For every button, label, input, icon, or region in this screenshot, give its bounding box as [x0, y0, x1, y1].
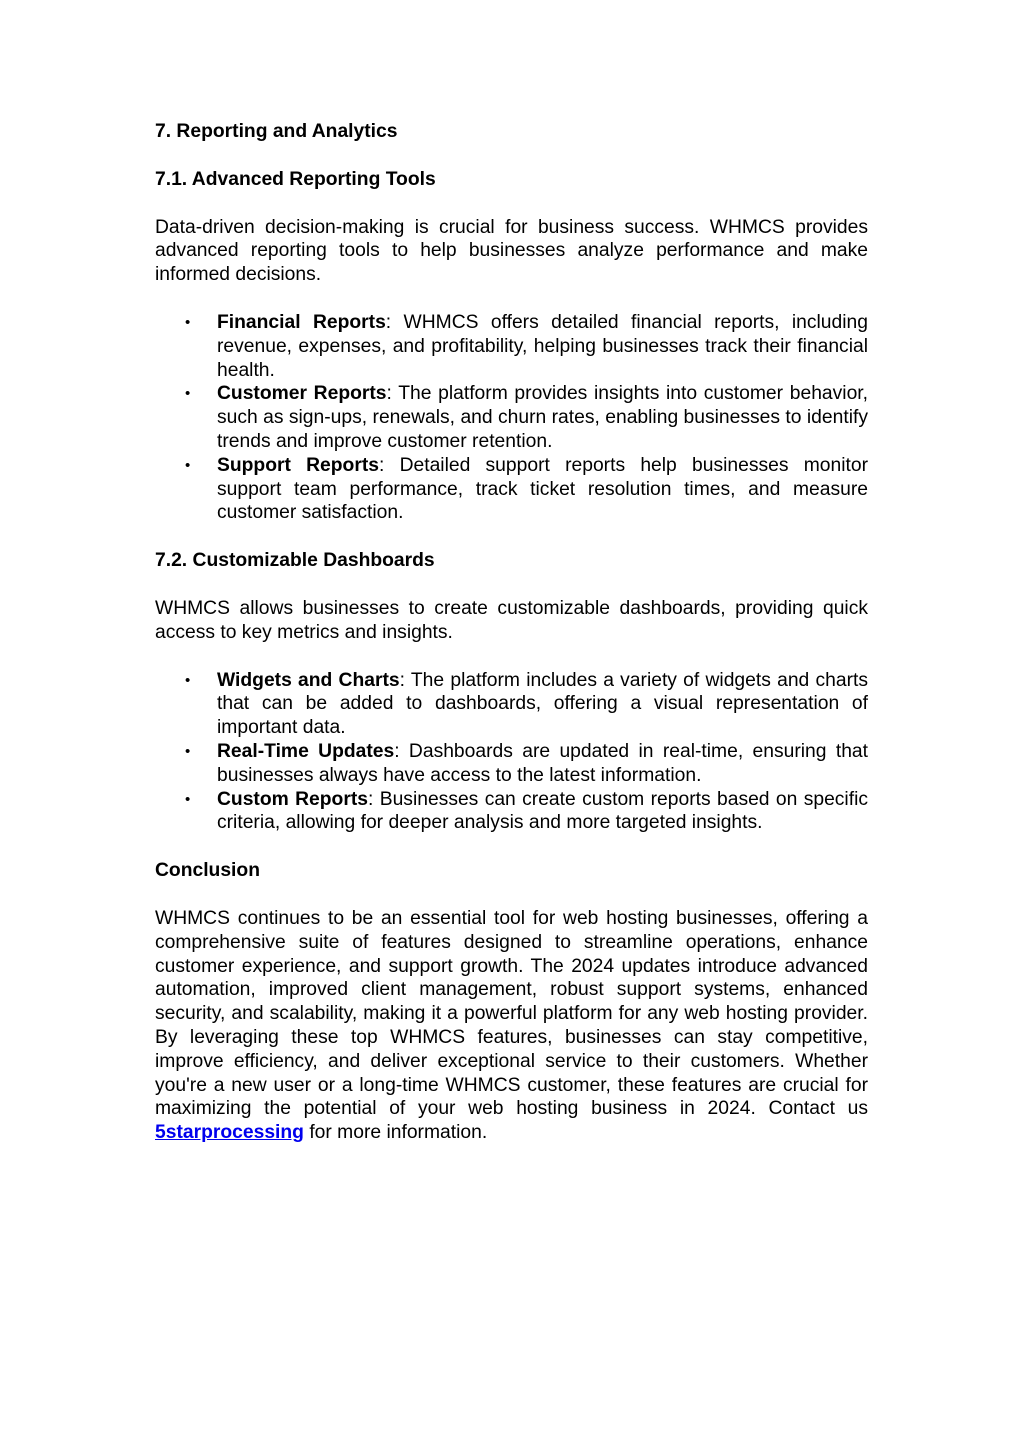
advanced-reporting-intro: Data-driven decision-making is crucial for business success. WHMCS provides advanced reporting tools to help businesses analyze performance and make informed decisions.: [155, 216, 868, 286]
subsection-heading-dashboards: 7.2. Customizable Dashboards: [155, 550, 435, 572]
list-item: [155, 454, 868, 525]
list-item-term: Support Reports: [217, 454, 379, 476]
bullet-icon: •: [185, 790, 191, 808]
list-item-text: : WHMCS offers detailed financial reports, including revenue, expenses, and profitability, helping businesses track their financial health.: [217, 311, 868, 381]
list-item-text: : The platform provides insights into customer behavior, such as sign-ups, renewals, and churn rates, enabling businesses to identify trends and improve customer retention.: [217, 383, 868, 452]
conclusion-heading: Conclusion: [155, 860, 260, 882]
list-item-term: Custom Reports: [217, 788, 368, 810]
bullet-icon: •: [185, 742, 191, 760]
section-heading: 7. Reporting and Analytics: [155, 121, 398, 142]
bullet-icon: •: [185, 671, 191, 689]
conclusion-paragraph: [155, 907, 868, 1145]
list-item-term: Widgets and Charts: [217, 669, 400, 691]
advanced-reporting-list: [155, 311, 868, 525]
list-item: [155, 382, 868, 453]
conclusion-text-end: for more information.: [303, 1122, 488, 1144]
list-item: [155, 740, 868, 788]
dashboards-intro: WHMCS allows businesses to create customizable dashboards, providing quick access to key metrics and insights.: [155, 597, 868, 643]
list-item-text: : Detailed support reports help businesses monitor support team performance, track ticket resolution times, and measure customer satisfaction.: [217, 454, 868, 524]
bullet-icon: •: [185, 313, 191, 331]
bullet-icon: •: [185, 456, 191, 474]
document-page: [155, 120, 868, 1145]
list-item-text: : Businesses can create custom reports based on specific criteria, allowing for deeper analysis and more targeted insights.: [217, 788, 868, 834]
dashboards-list: [155, 669, 868, 836]
subsection-heading-advanced-reporting: 7.1. Advanced Reporting Tools: [155, 168, 436, 190]
list-item: [155, 669, 868, 740]
list-item: [155, 311, 868, 382]
list-item-text: : Dashboards are updated in real-time, ensuring that businesses always have access to the latest information.: [217, 740, 868, 786]
list-item: [155, 788, 868, 836]
conclusion-text: WHMCS continues to be an essential tool for web hosting businesses, offering a comprehensive suite of features designed to streamline operations, enhance customer experience, and support growth. The 2024 updates introduce advanced automation, improved client management, robust support systems, enhanced security, and scalability, making it a powerful platform for any web hosting provider. By leveraging these top WHMCS features, businesses can stay competitive, improve efficiency, and deliver exceptional service to their customers. Whether you're a new user or a long-time WHMCS customer, these features are crucial for maximizing the potential of your web hosting business in 2024. Contact us: [155, 907, 868, 1120]
bullet-icon: •: [185, 385, 191, 403]
list-item-term: Customer Reports: [217, 383, 387, 405]
contact-link[interactable]: 5starprocessing: [155, 1122, 304, 1144]
list-item-term: Real-Time Updates: [217, 740, 395, 762]
list-item-text: : The platform includes a variety of widgets and charts that can be added to dashboards, offering a visual representation of important data.: [217, 669, 869, 739]
list-item-term: Financial Reports: [217, 311, 386, 333]
